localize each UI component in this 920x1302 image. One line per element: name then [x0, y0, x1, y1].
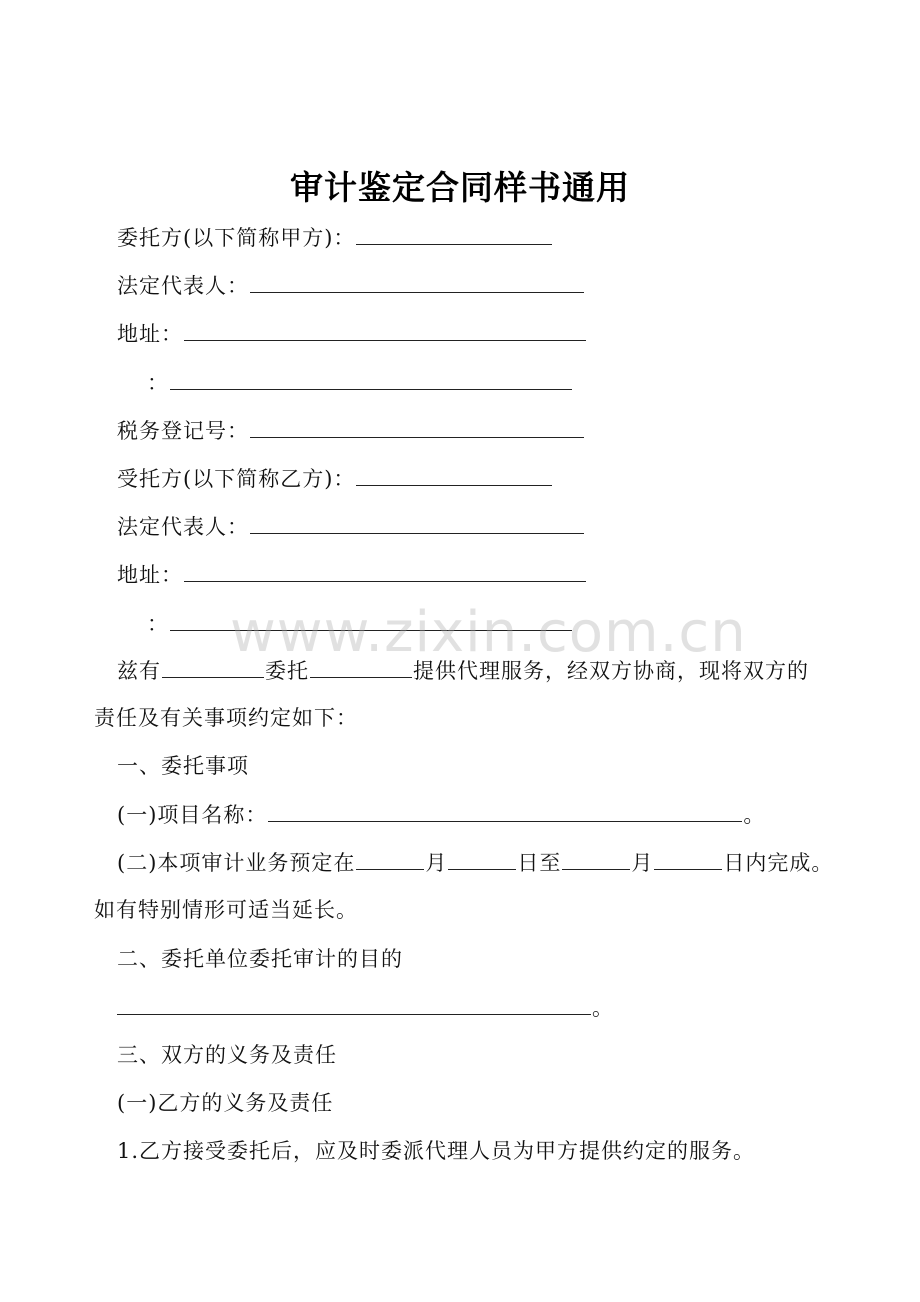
- section-1-heading: 一、委托事项: [117, 754, 249, 778]
- agent-label: 受托方(以下简称乙方)：: [117, 467, 356, 491]
- item-2-blank-4: [654, 849, 722, 870]
- item-2-day-1: 日至: [517, 851, 562, 875]
- intro-part-a: 兹有: [117, 659, 161, 683]
- section-3-sub-1: (一)乙方的义务及责任: [117, 1091, 334, 1115]
- agent-rep-blank: [250, 513, 584, 534]
- watermark-text: www.zixin.com.cn: [230, 600, 747, 665]
- item-1-line: [117, 801, 765, 828]
- client-rep-blank: [250, 272, 584, 293]
- item-2-blank-1: [356, 849, 424, 870]
- client-addr-label: 地址：: [117, 322, 183, 346]
- agent-extra-colon: ：: [147, 612, 169, 636]
- agent-rep-line: [117, 513, 585, 540]
- intro-part-c: 提供代理服务，经双方协商，现将双方的: [413, 659, 809, 683]
- agent-addr-blank: [184, 561, 586, 582]
- purpose-blank: [117, 994, 591, 1015]
- agent-rep-label: 法定代表人：: [117, 515, 249, 539]
- section-3-heading: 三、双方的义务及责任: [117, 1043, 337, 1067]
- agent-line: [117, 465, 553, 492]
- client-label: 委托方(以下简称甲方)：: [117, 226, 356, 250]
- purpose-line: [117, 994, 614, 1021]
- client-extra-blank: [170, 369, 572, 390]
- client-extra-colon: ：: [147, 371, 169, 395]
- item-1-blank: [268, 801, 742, 822]
- client-addr-blank: [184, 320, 586, 341]
- item-2-month-1: 月: [425, 851, 448, 875]
- client-extra-line: [117, 369, 573, 396]
- section-2-heading: 二、委托单位委托审计的目的: [117, 947, 403, 971]
- item-2-line: [117, 849, 833, 876]
- client-rep-line: [117, 272, 585, 299]
- document-title: 审计鉴定合同样书通用: [290, 168, 630, 207]
- client-blank: [356, 224, 552, 245]
- item-2-part-a: (二)本项审计业务预定在: [117, 851, 356, 875]
- item-1-period: 。: [743, 803, 766, 827]
- tax-no-label: 税务登记号：: [117, 419, 249, 443]
- tax-no-blank: [250, 417, 584, 438]
- item-1-label: (一)项目名称：: [117, 803, 268, 827]
- clause-1: 1.乙方接受委托后，应及时委派代理人员为甲方提供约定的服务。: [117, 1139, 756, 1163]
- item-2-end: 日内完成。: [723, 851, 834, 875]
- item-2-blank-2: [448, 849, 516, 870]
- client-rep-label: 法定代表人：: [117, 274, 249, 298]
- item-2-month-2: 月: [631, 851, 654, 875]
- client-addr-line: [117, 320, 587, 347]
- item-2-blank-3: [562, 849, 630, 870]
- purpose-period: 。: [592, 996, 614, 1020]
- intro-continuation: 责任及有关事项约定如下：: [94, 706, 358, 730]
- agent-addr-label: 地址：: [117, 563, 183, 587]
- agent-blank: [356, 465, 552, 486]
- item-2-continuation: 如有特别情形可适当延长。: [94, 898, 358, 922]
- tax-no-line: [117, 417, 585, 444]
- client-line: [117, 224, 553, 251]
- agent-addr-line: [117, 561, 587, 588]
- intro-part-b: 委托: [265, 659, 309, 683]
